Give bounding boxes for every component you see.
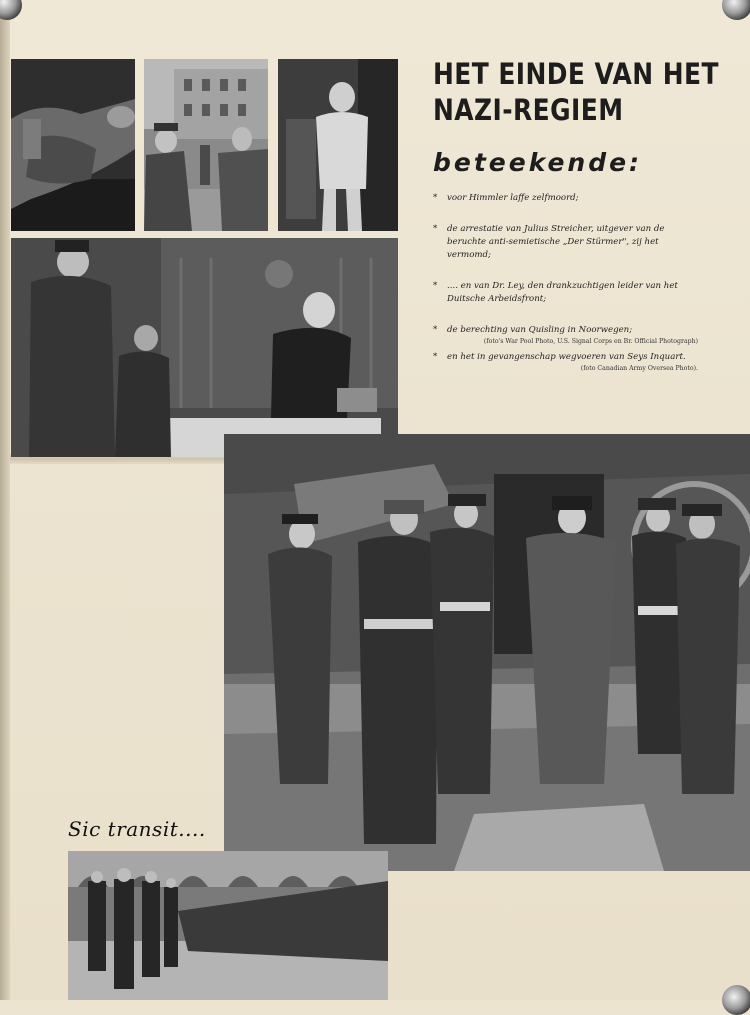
photo-seyss-inquart — [224, 434, 750, 871]
bullet-text: en het in gevangenschap wegvoeren van Seys Inquart. — [447, 352, 686, 362]
list-item — [433, 280, 698, 306]
bullet-text: voor Himmler laffe zelfmoord; — [447, 193, 579, 203]
list-item — [433, 351, 698, 372]
pin-icon — [722, 985, 750, 1015]
bullet-marker: * — [433, 281, 438, 291]
handwritten-caption: Sic transit.... — [68, 817, 206, 841]
article-subtitle: beteekende: — [433, 148, 643, 177]
bullet-marker: * — [433, 224, 438, 234]
bullet-marker: * — [433, 193, 438, 203]
bullet-text: de arrestatie van Julius Streicher, uitgever van de beruchte anti-semietische „Der Stürmer", zij het vermomd; — [447, 224, 665, 260]
photo-streicher — [144, 59, 268, 231]
page-fold-edge — [0, 0, 10, 1000]
pin-icon — [722, 0, 750, 20]
bullet-text: .... en van Dr. Ley, den drankzuchtigen leider van het Duitsche Arbeidsfront; — [447, 281, 678, 304]
list-item — [433, 192, 698, 205]
photo-parade — [68, 851, 388, 1000]
photo-himmler — [11, 59, 135, 231]
title-line-1: HET EINDE VAN HET — [433, 57, 719, 91]
photo-quisling — [11, 238, 398, 457]
list-item — [433, 324, 698, 345]
bullet-marker: * — [433, 325, 438, 335]
bullet-text: de berechting van Quisling in Noorwegen; — [447, 325, 633, 335]
photo-ley — [278, 59, 398, 231]
photo-credit: (foto Canadian Army Oversea Photo). — [580, 365, 698, 372]
photo-credit: (foto's War Pool Photo, U.S. Signal Corps en Br. Official Photograph) — [483, 338, 698, 345]
list-item — [433, 223, 698, 262]
bullet-marker: * — [433, 352, 438, 362]
bullet-list — [433, 192, 698, 390]
pin-icon — [0, 0, 22, 20]
article-title — [433, 56, 719, 128]
title-line-2: NAZI-REGIEM — [433, 93, 624, 127]
